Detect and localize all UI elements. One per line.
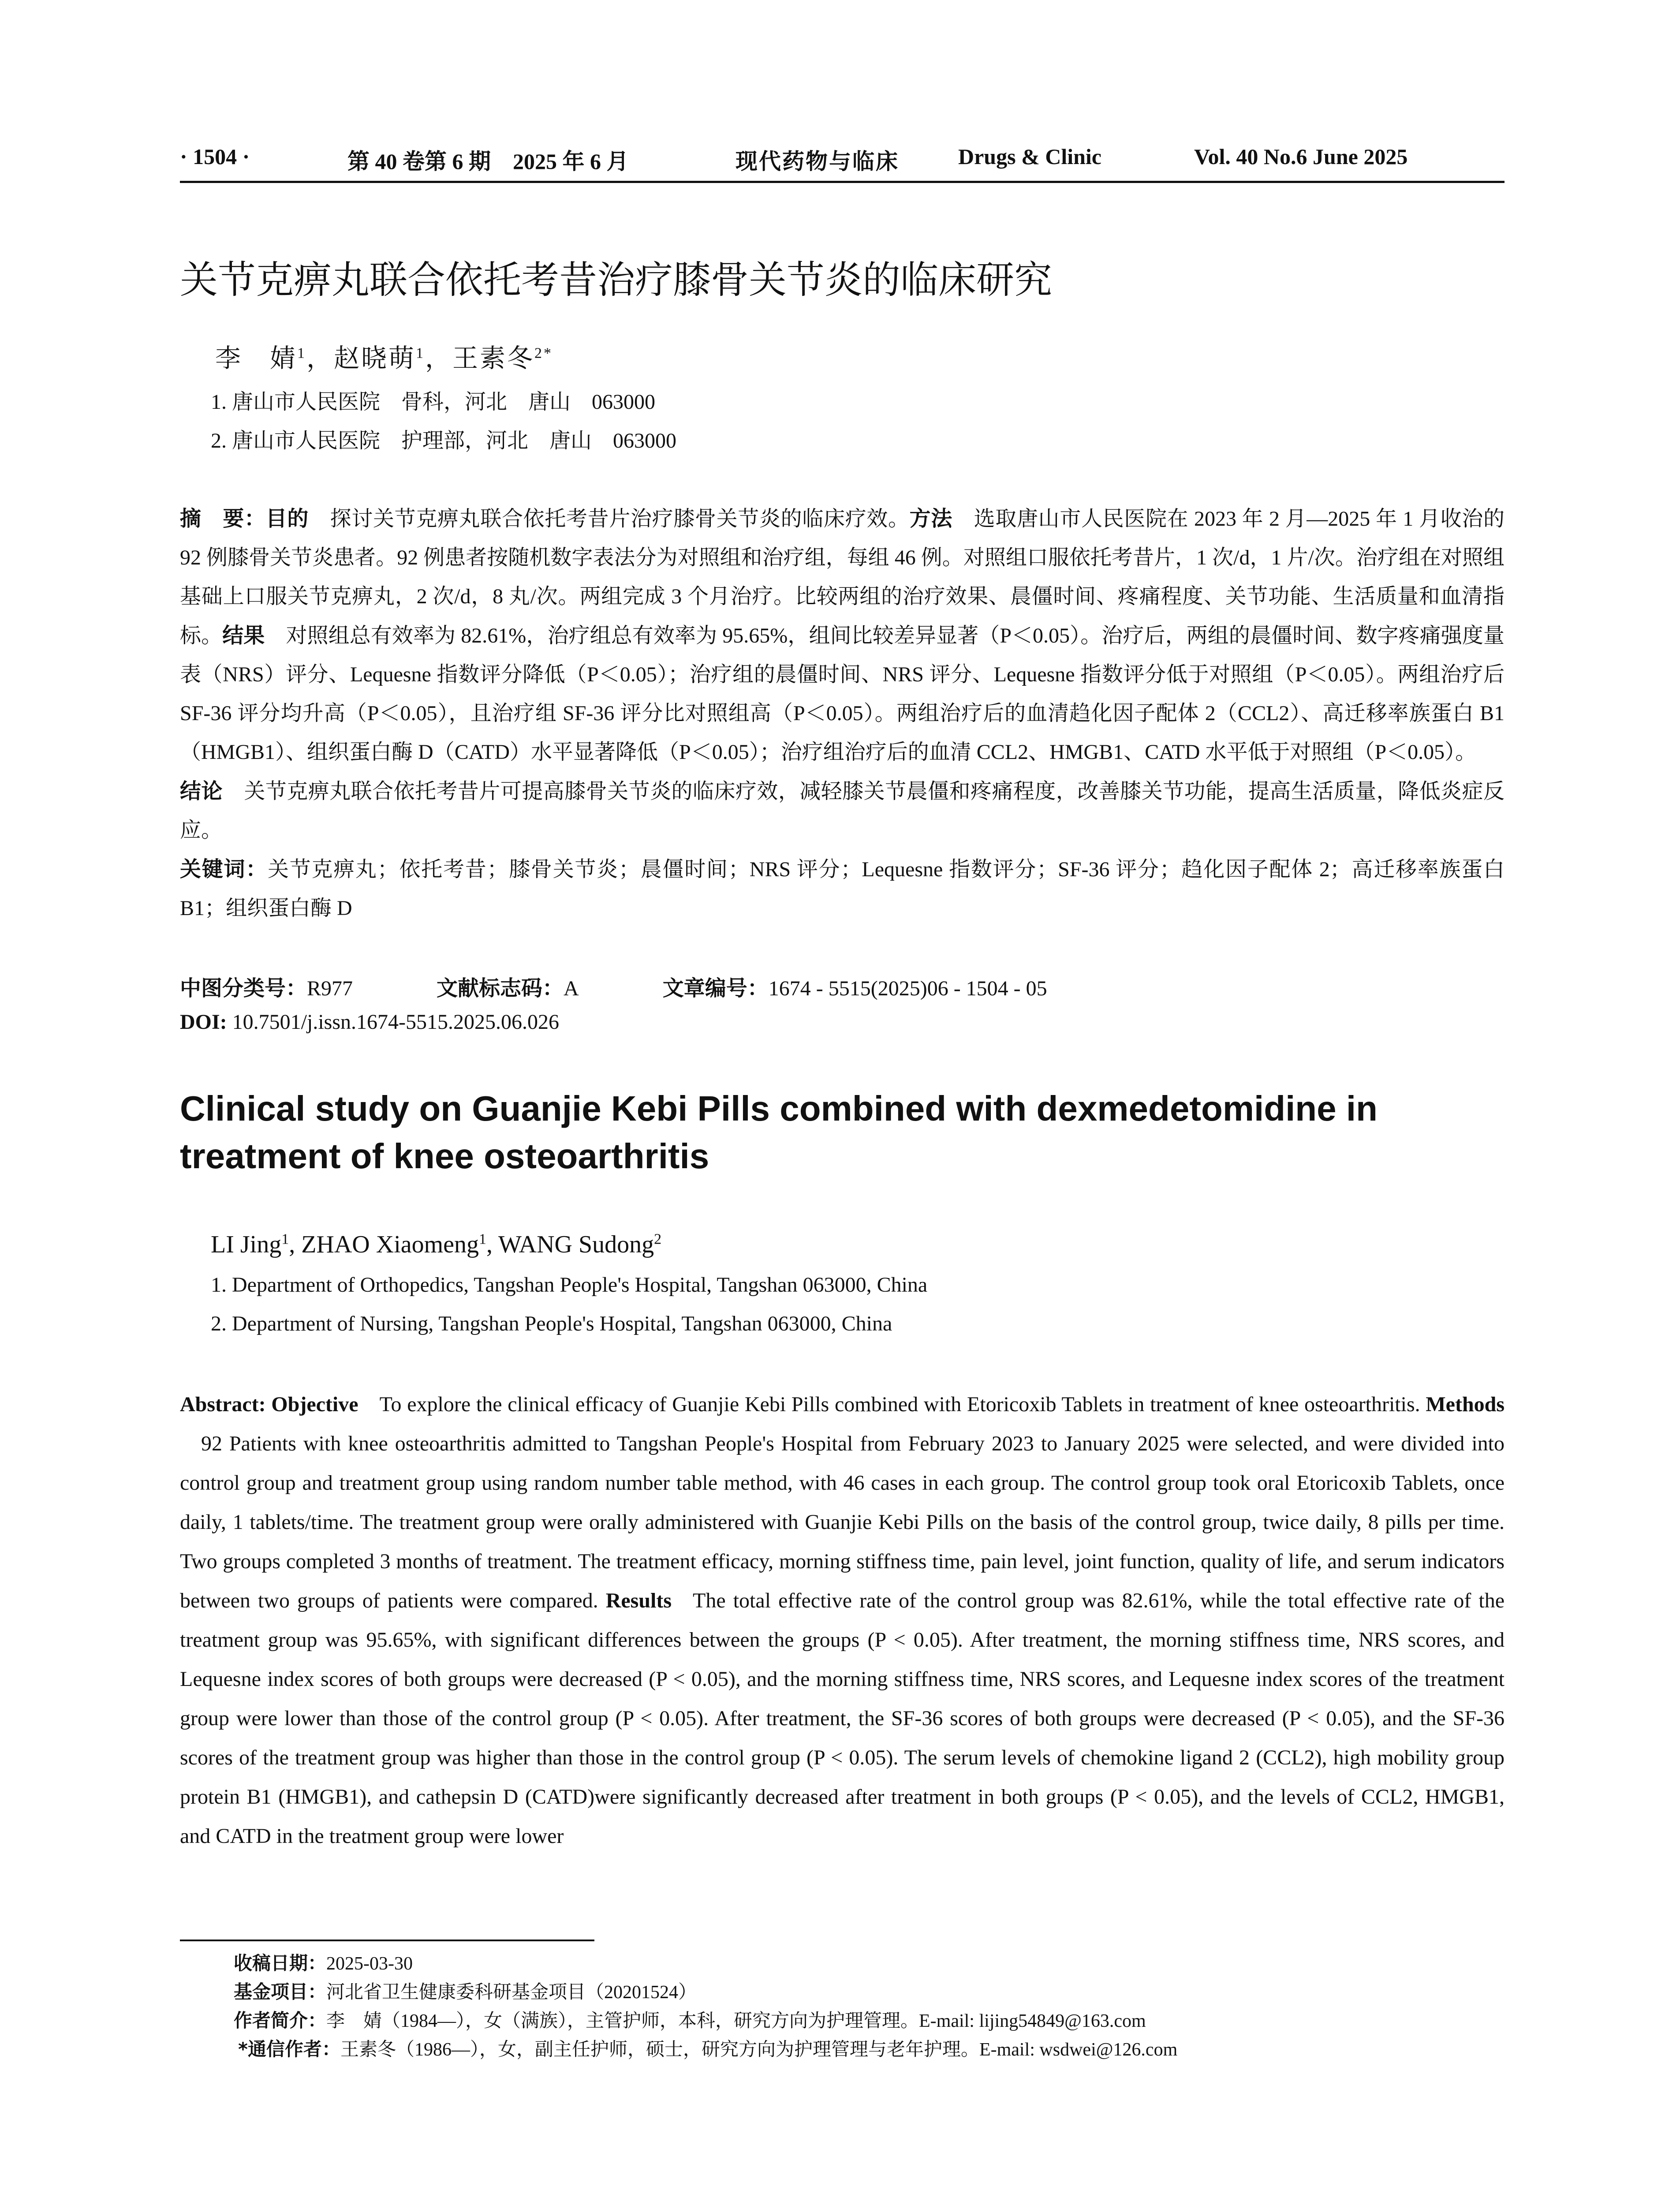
keywords-text-cn: 关节克痹丸；依托考昔；膝骨关节炎；晨僵时间；NRS 评分；Lequesne 指数评分；SF-36 评分；趋化因子配体 2；高迁移率族蛋白 B1；组织蛋白酶 D [180,858,1505,920]
abstract-en [180,1385,1505,1856]
running-header [180,141,1505,183]
footnote-received [234,1949,1177,1978]
author-2-en: , ZHAO Xiaomeng [289,1231,479,1258]
author-2-cn: ，赵晓萌 [306,344,416,373]
author-1-en: LI Jing [211,1231,282,1258]
objective-text-en: To explore the clinical efficacy of Guanjie Kebi Pills combined with Etoricoxib Tablets in treatment of knee osteoarthritis. [379,1393,1420,1416]
abstract-label-cn: 摘 要： [180,506,266,531]
objective-text-cn: 探讨关节克痹丸联合依托考昔片治疗膝骨关节炎的临床疗效。 [330,507,910,531]
volume-issue-en: Vol. 40 No.6 June 2025 [1194,144,1408,169]
received-date: 2025-03-30 [326,1954,413,1974]
author-bio-label: 作者简介： [234,2010,327,2031]
objective-label-cn: 目的 [265,506,309,531]
journal-name-cn: 现代药物与临床 [735,149,899,174]
author-1-en-sup: 1 [281,1231,289,1248]
doi-line [180,1010,559,1034]
methods-label-en: Methods [1426,1393,1505,1416]
article-title-cn: 关节克痹丸联合依托考昔治疗膝骨关节炎的临床研究 [180,258,1052,302]
footnote-fund [234,1978,1177,2007]
article-title-en: Clinical study on Guanjie Kebi Pills combined with dexmedetomidine in treatment of knee osteoarthritis [180,1089,1378,1176]
footnotes [234,1949,1177,2064]
author-bio-text: 李 婧（1984—），女（满族），主管护师，本科，研究方向为护理管理。E-mail: lijing54849@163.com [326,2011,1146,2031]
results-text-en: The total effective rate of the control group was 82.61%, while the total effective rate of the treatment group was 95.65%, with significant differences between the groups (P < 0.05). After treatment, the morning stiffness time, NRS scores, and Lequesne index scores of both groups were decreased (P < 0.05), and the morning stiffness time, NRS scores, and Lequesne index scores of the treatment group were lower than those of the control group (P < 0.05). After treatment, the SF-36 scores of both groups were decreased (P < 0.05), and the SF-36 scores of the treatment group was higher than those in the control group (P < 0.05). The serum levels of chemokine ligand 2 (CCL2), high mobility group protein B1 (HMGB1), and cathepsin D (CATD)were significantly decreased after treatment in both groups (P < 0.05), and the levels of CCL2, HMGB1, and CATD in the treatment group were lower [180,1589,1505,1848]
doc-code-label: 文献标志码： [437,976,564,1001]
authors-en [211,1230,661,1259]
received-label: 收稿日期： [234,1952,327,1974]
methods-label-cn: 方法 [909,506,952,531]
author-3-cn: ，王素冬 [425,344,535,373]
abstract-cn [180,499,1505,928]
clc-value: R977 [307,977,353,1000]
journal-name-en: Drugs & Clinic [958,144,1101,169]
results-text-cn: 对照组总有效率为 82.61%，治疗组总有效率为 95.65%，组间比较差异显著（P＜0.05）。治疗后，两组的晨僵时间、数字疼痛强度量表（NRS）评分、Lequesne 指数评分降低（P＜0.05）；治疗组的晨僵时间、NRS 评分、Lequesne 指数评分低于对照组（P＜0.05）。两组治疗后 SF-36 评分均升高（P＜0.05），且治疗组 SF-36 评分比对照组高（P＜0.05）。两组治疗后的血清趋化因子配体 2（CCL2）、高迁移率族蛋白 B1（HMGB1）、组织蛋白酶 D（CATD）水平显著降低（P＜0.05）；治疗组治疗后的血清 CCL2、HMGB1、CATD 水平低于对照组（P＜0.05）。 [180,624,1505,764]
results-label-cn: 结果 [222,623,265,648]
conclusion-text-cn: 关节克痹丸联合依托考昔片可提高膝骨关节炎的临床疗效，减轻膝关节晨僵和疼痛程度，改善膝关节功能，提高生活质量，降低炎症反应。 [180,780,1505,842]
page-number: · 1504 · [180,144,250,169]
affiliation-2-cn: 2. 唐山市人民医院 护理部，河北 唐山 063000 [211,429,677,452]
methods-text-cn: 选取唐山市人民医院在 2023 年 2 月—2025 年 1 月收治的 92 例膝骨关节炎患者。92 例患者按随机数字表法分为对照组和治疗组，每组 46 例。对照组口服依托考昔片，1 次/d，1 片/次。治疗组在对照组基础上口服关节克痹丸，2 次/d，8 丸/次。两组完成 3 个月治疗。比较两组的治疗效果、晨僵时间、疼痛程度、关节功能、生活质量和血清指标。 [180,507,1505,647]
volume-issue-cn: 第 40 卷第 6 期 2025 年 6 月 [347,149,629,174]
author-3-en: , WANG Sudong [486,1231,654,1258]
author-1-sup: 1 [297,345,307,362]
affiliation-2-en: 2. Department of Nursing, Tangshan People's Hospital, Tangshan 063000, China [211,1312,892,1335]
conclusion-label-cn: 结论 [180,779,223,804]
doc-code-value: A [564,977,579,1000]
affiliation-1-cn: 1. 唐山市人民医院 骨科，河北 唐山 063000 [211,390,656,414]
corresponding-label: *通信作者： [238,2038,340,2060]
methods-text-en: 92 Patients with knee osteoarthritis admitted to Tangshan People's Hospital from February 2023 to January 2025 were selected, and were divided into control group and treatment group using random number table method, with 46 cases in each group. The control group took oral Etoricoxib Tablets, once daily, 1 tablets/time. The treatment group were orally administered with Guanjie Kebi Pills on the basis of the control group, twice daily, 8 pills per time. Two groups completed 3 months of treatment. The treatment efficacy, morning stiffness time, pain level, joint function, quality of life, and serum indicators between two groups of patients were compared. [180,1432,1505,1612]
affiliation-1-en: 1. Department of Orthopedics, Tangshan People's Hospital, Tangshan 063000, China [211,1273,928,1297]
keywords-label-cn: 关键词： [180,857,268,882]
authors-cn [215,337,553,374]
footnote-author [234,2007,1177,2035]
author-3-en-sup: 2 [654,1231,662,1248]
author-1-cn: 李 婧 [215,344,298,373]
footnote-divider [180,1940,594,1941]
author-2-en-sup: 1 [479,1231,487,1248]
abstract-objective-label-en: Abstract: Objective [180,1393,358,1416]
results-label-en: Results [605,1589,672,1612]
article-id-value: 1674 - 5515(2025)06 - 1504 - 05 [768,977,1047,1000]
fund-text: 河北省卫生健康委科研基金项目（20201524） [326,1982,697,2003]
fund-label: 基金项目： [234,1981,327,2003]
article-id-label: 文章编号： [662,976,769,1001]
clc-label: 中图分类号： [180,976,307,1001]
doi-label: DOI: [180,1010,227,1034]
author-2-sup: 1 [416,345,426,362]
corresponding-text: 王素冬（1986—），女，副主任护师，硕士，研究方向为护理管理与老年护理。E-mail: wsdwei@126.com [340,2040,1178,2060]
doi-link[interactable]: 10.7501/j.issn.1674-5515.2025.06.026 [227,1010,560,1034]
classification-line [180,971,1047,1002]
author-3-sup: 2* [534,345,553,362]
footnote-corresponding [238,2035,1177,2064]
